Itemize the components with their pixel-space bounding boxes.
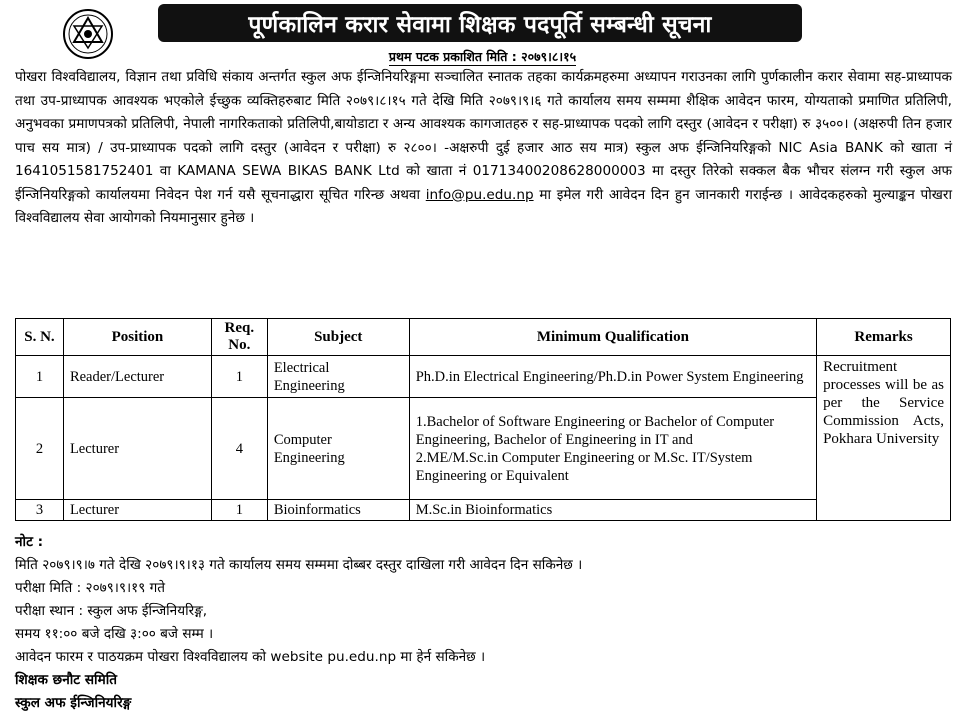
email-link[interactable]: info@pu.edu.np [425,186,534,203]
body-paragraph-part1: पोखरा विश्वविद्यालय, विज्ञान तथा प्रविधि संकाय अन्तर्गत स्कुल अफ ईन्जिनियरिङ्गमा सञ्चालित स्नातक तहका कार्यक्रमहरुमा अध्यापन गराउनका लागि पुर्णकालीन करार सेवामा सह-प्राध्यापक तथा उप-प्राध्यापक आवश्यक भएकोले ईच्छुक व्यक्तिहरुबाट मिति २०७९।८।१५ गते देखि मिति २०७९।९।६ गते कार्यालय समय सम्ममा शैक्षिक आवेदन फारम, योग्यताको प्रमाणित प्रतिलिपी, अनुभवका प्रमाणपत्रको प्रतिलिपी, नेपाली नागरिकताको प्रतिलिपी,बायोडाटा र अन्य आवश्यक कागजातहरु र सह-प्राध्यापक पदको लागि दस्तुर (आवेदन र परीक्षा) रु ३५००। (अक्षरुपी तिन हजार पाच सय मात्र) / उप-प्राध्यापक पदको लागि दस्तुर (आवेदन र परीक्षा) रु २८००। -अक्षरुपी दुई हजार आठ सय मात्र) स्कुल अफ ईन्जिनियरिङ्गको NIC Asia BANK को खाता नं 1641051581752401 वा KAMANA SEWA BIKAS BANK Ltd को खाता नं 01713400208628000003 मा दस्तुर तिरेको सक्कल बैक भौचर संलग्न गरी स्कुल अफ ईन्जिनियरिङ्गको कार्यालयमा निवेदन पेश गर्न यसै सूचनाद्धारा सूचित गरिन्छ अथवा [15,69,952,203]
note-line-3: परीक्षा स्थान : स्कुल अफ ईन्जिनियरिङ्ग, [15,603,208,619]
table-row [16,356,951,398]
note-line-4: समय ११:०० बजे दखि ३:०० बजे सम्म । [15,626,214,642]
notice-title [158,4,802,42]
row3-subject: Bioinformatics [267,500,409,521]
table-row [16,500,951,521]
note-line-5: आवेदन फारम र पाठयक्रम पोखरा विश्वविद्यालय को website pu.edu.np मा हेर्न सकिनेछ । [15,649,486,665]
note-line-1: मिति २०७९।९।७ गते देखि २०७९।९।१३ गते कार्यालय समय सम्ममा दोब्बर दस्तुर दाखिला गरी आवेदन दिन सकिनेछ । [15,557,583,573]
row3-position: Lecturer [63,500,211,521]
row3-sn: 3 [16,500,64,521]
notes-section [15,531,952,715]
remarks-cell: Recruitment processes will be as per the Service Commission Acts, Pokhara University [817,356,951,521]
row2-sn: 2 [16,398,64,500]
row2-subject: Computer Engineering [267,398,409,500]
note-line-2: परीक्षा मिति : २०७९।९।१९ गते [15,580,166,596]
published-date [0,48,965,65]
row3-qualification: M.Sc.in Bioinformatics [409,500,816,521]
published-date-text: प्रथम पटक प्रकाशित मिति : २०७९।८।१५ [388,49,577,64]
header-sn: S. N. [16,319,64,356]
signature-school: स्कुल अफ ईन्जिनियरिङ्ग [15,695,132,711]
table-row [16,398,951,500]
row2-qualification-line2: 2.ME/M.Sc.in Computer Engineering or M.Sc. IT/System Engineering or Equivalent [415,449,753,484]
table-header-row [16,319,951,356]
row2-qualification-line1: 1.Bachelor of Software Engineering or Bachelor of Computer Engineering, Bachelor of Engineering in IT and [415,413,775,448]
row2-qualification [409,398,816,500]
header-req: Req. No. [211,319,267,356]
notice-title-text: पूर्णकालिन करार सेवामा शिक्षक पदपूर्ति सम्बन्धी सूचना [248,12,712,38]
row1-subject: Electrical Engineering [267,356,409,398]
row1-req: 1 [211,356,267,398]
row2-position: Lecturer [63,398,211,500]
body-paragraph-part2: मा इमेल गरी आवेदन दिन हुन जानकारी गराईन्छ । आवेदकहरुको मुल्याङ्कन पोखरा विश्वविद्यालय सेवा आयोगको नियमानुसार हुनेछ । [15,186,952,226]
header-remarks: Remarks [817,319,951,356]
row1-qualification: Ph.D.in Electrical Engineering/Ph.D.in Power System Engineering [409,356,816,398]
row1-sn: 1 [16,356,64,398]
header-subject: Subject [267,319,409,356]
positions-table [15,318,951,521]
row1-position: Reader/Lecturer [63,356,211,398]
header-position: Position [63,319,211,356]
header-qualification: Minimum Qualification [409,319,816,356]
notice-body [15,66,952,231]
signature-committee: शिक्षक छनौट समिति [15,672,117,688]
row2-req: 4 [211,398,267,500]
notes-heading: नोट : [15,534,44,550]
row3-req: 1 [211,500,267,521]
